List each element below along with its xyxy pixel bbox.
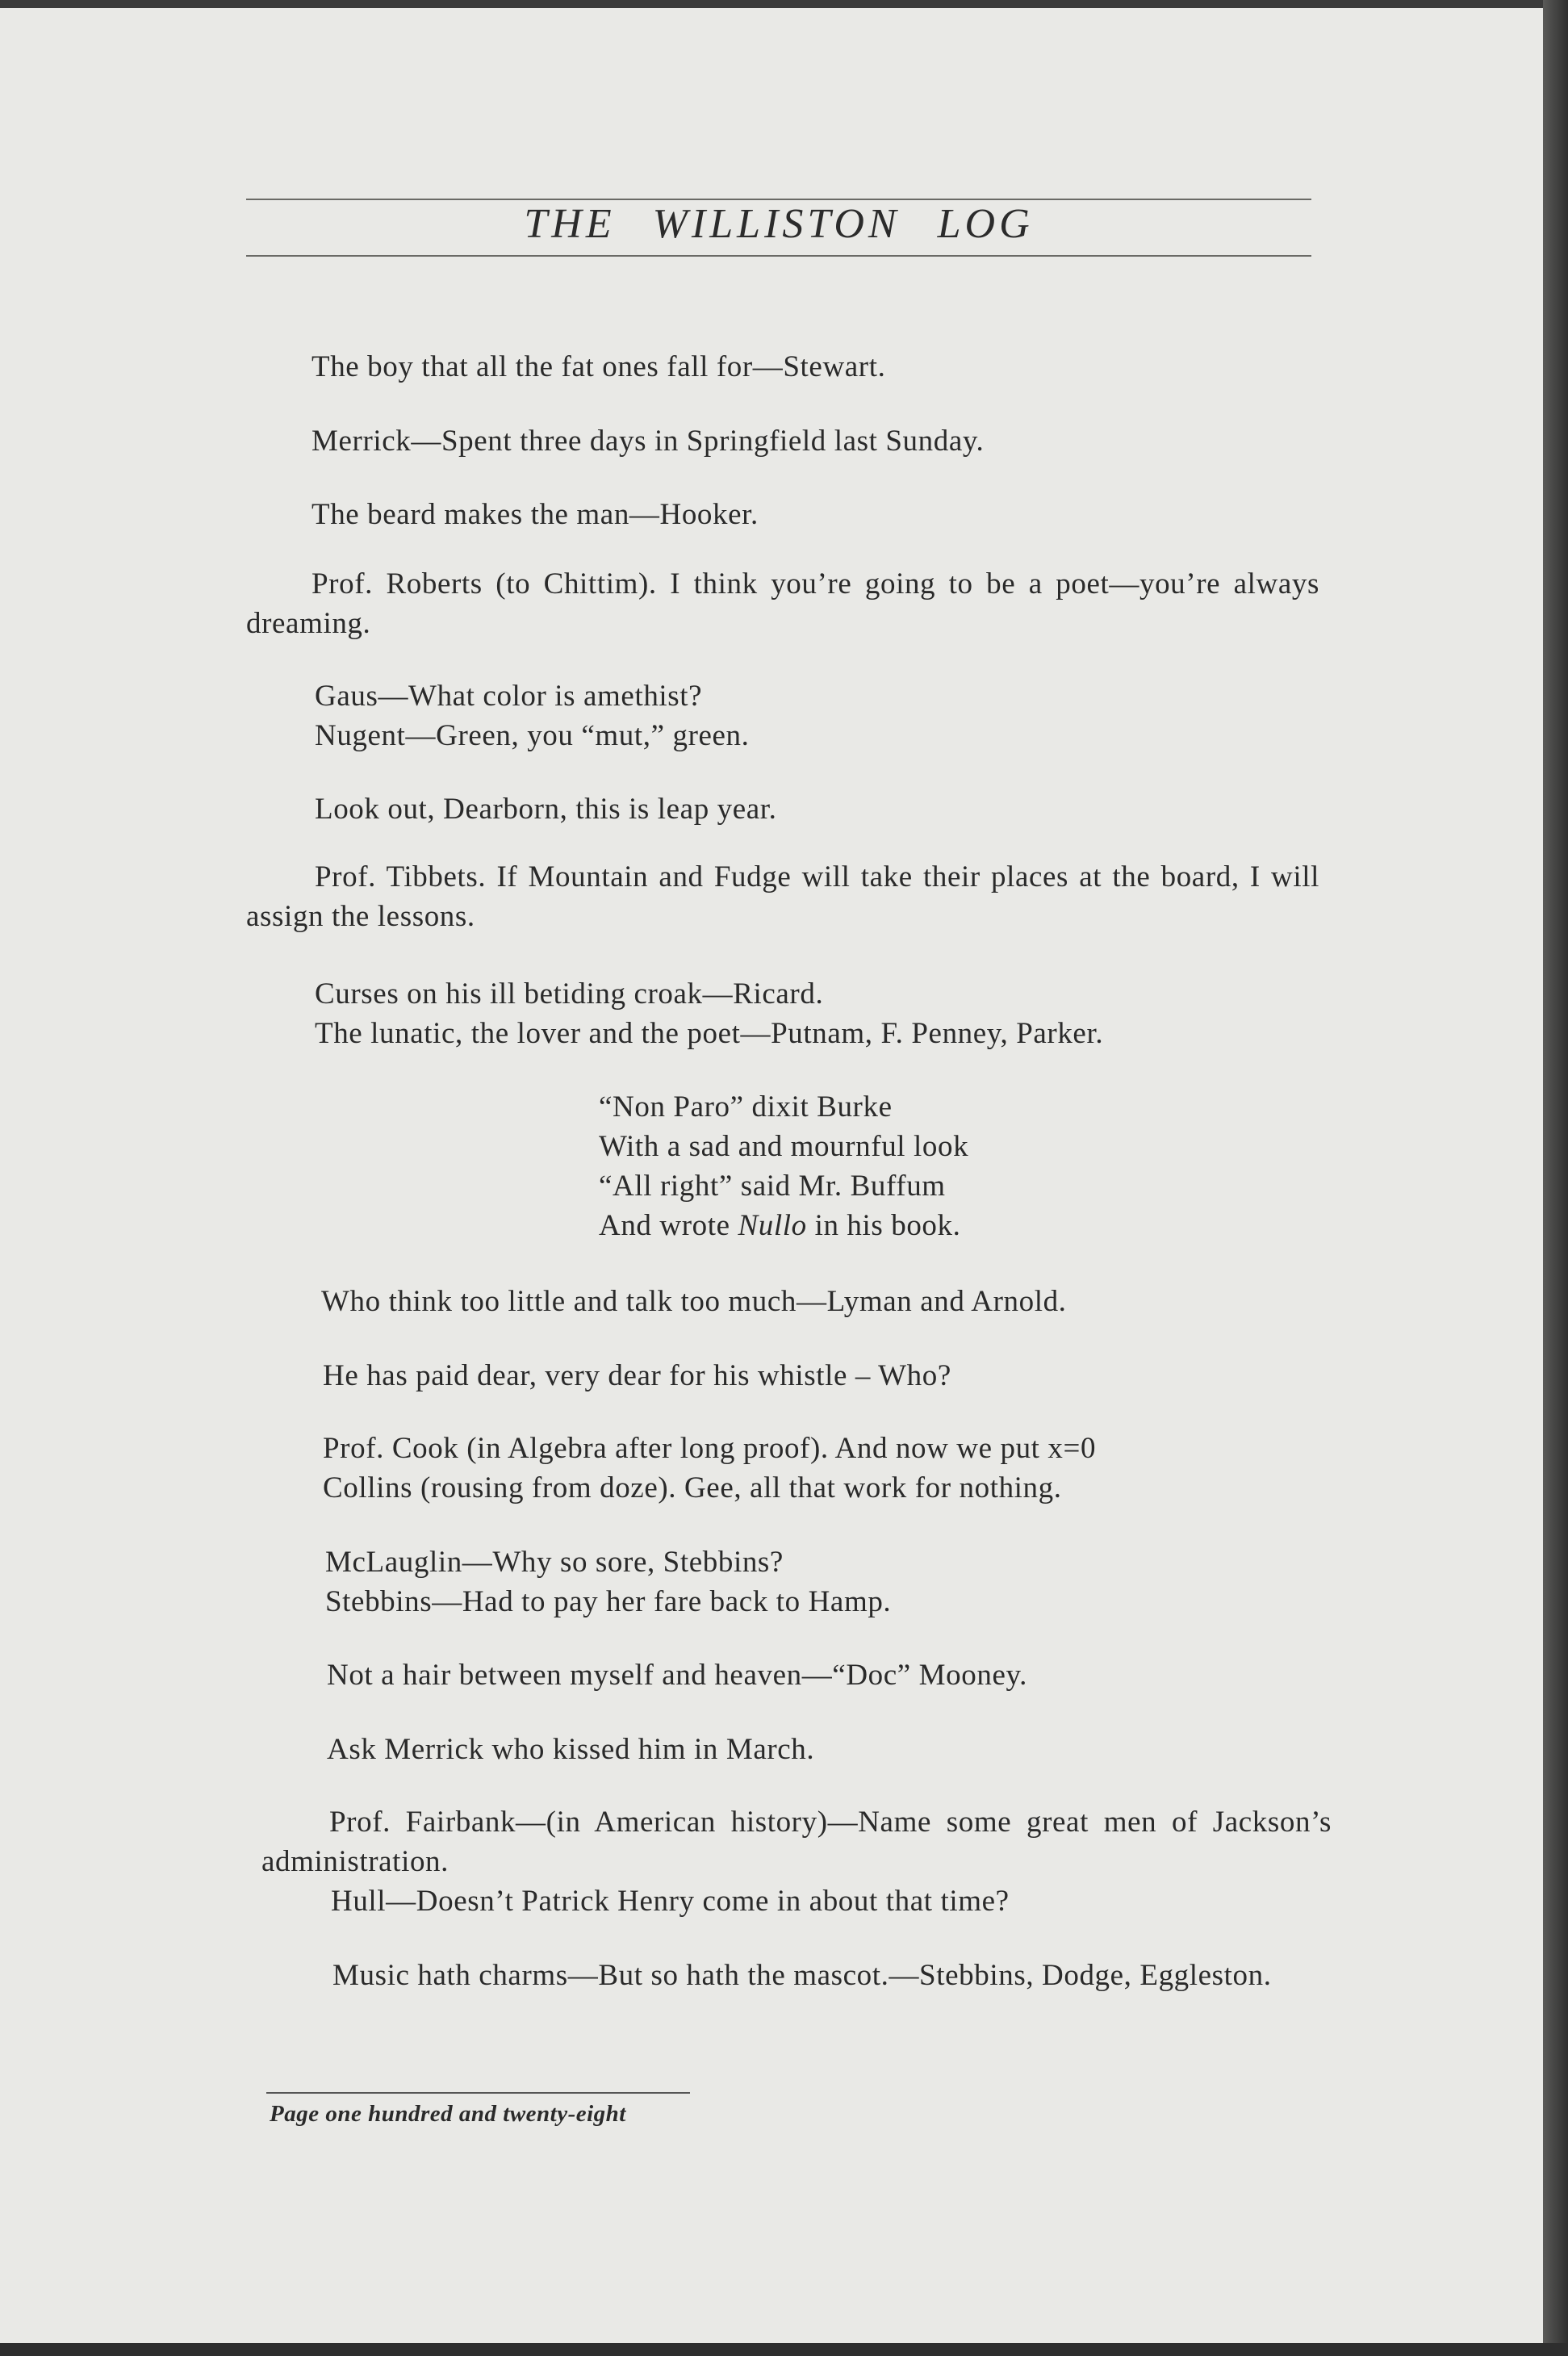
page-number: Page one hundred and twenty-eight bbox=[270, 2101, 626, 2127]
joke-line: Gaus—What color is amethist? bbox=[315, 680, 703, 713]
page-title: THE WILLISTON LOG bbox=[524, 201, 1034, 247]
joke-paragraph: Music hath charms—But so hath the mascot.—Stebbins, Dodge, Eggleston. bbox=[332, 1959, 1272, 1992]
verse-line: “All right” said Mr. Buffum bbox=[599, 1170, 946, 1203]
joke-line: Not a hair between myself and heaven—“Doc” Mooney. bbox=[327, 1659, 1028, 1692]
verse-line: “Non Paro” dixit Burke bbox=[599, 1090, 893, 1124]
footer-rule bbox=[266, 2092, 690, 2094]
joke-line: Collins (rousing from doze). Gee, all that work for nothing. bbox=[323, 1471, 1062, 1504]
joke-line: Look out, Dearborn, this is leap year. bbox=[315, 793, 777, 826]
joke-line: Nugent—Green, you “mut,” green. bbox=[315, 719, 750, 752]
joke-line: Hull—Doesn’t Patrick Henry come in about that time? bbox=[331, 1885, 1010, 1918]
verse-line bbox=[599, 1206, 968, 1245]
joke-line: Who think too little and talk too much—Lyman and Arnold. bbox=[321, 1285, 1067, 1318]
joke-paragraph: Prof. Tibbets. If Mountain and Fudge will take their places at the board, I will assign the lessons. bbox=[246, 860, 1319, 933]
joke-line: The boy that all the fat ones fall for—Stewart. bbox=[312, 350, 886, 383]
joke-line: Stebbins—Had to pay her fare back to Hamp. bbox=[325, 1585, 892, 1618]
verse-text: And wrote bbox=[599, 1209, 738, 1242]
joke-line: Curses on his ill betiding croak—Ricard. bbox=[315, 977, 824, 1011]
verse-line: With a sad and mournful look bbox=[599, 1130, 969, 1163]
joke-line: McLauglin—Why so sore, Stebbins? bbox=[325, 1546, 784, 1579]
joke-paragraph: Prof. Fairbank—(in American history)—Name some great men of Jackson’s administration. bbox=[261, 1806, 1332, 1878]
joke-line: Merrick—Spent three days in Springfield last Sunday. bbox=[312, 425, 985, 458]
joke-line: The beard makes the man—Hooker. bbox=[312, 498, 759, 531]
joke-line: Ask Merrick who kissed him in March. bbox=[327, 1733, 815, 1766]
verse-italic-word: Nullo bbox=[738, 1209, 807, 1242]
page-edge-shadow bbox=[1543, 0, 1568, 2356]
verse-text: in his book. bbox=[806, 1209, 961, 1242]
page-bottom-edge bbox=[0, 2343, 1568, 2356]
joke-line: He has paid dear, very dear for his whistle – Who? bbox=[323, 1359, 951, 1392]
verse bbox=[599, 1087, 968, 1245]
joke-line: The lunatic, the lover and the poet—Putnam, F. Penney, Parker. bbox=[315, 1017, 1104, 1050]
joke-line: Prof. Cook (in Algebra after long proof). And now we put x=0 bbox=[323, 1432, 1097, 1465]
header-bottom-rule bbox=[246, 255, 1311, 257]
joke-paragraph: Prof. Roberts (to Chittim). I think you’re going to be a poet—you’re always dreaming. bbox=[246, 567, 1319, 640]
